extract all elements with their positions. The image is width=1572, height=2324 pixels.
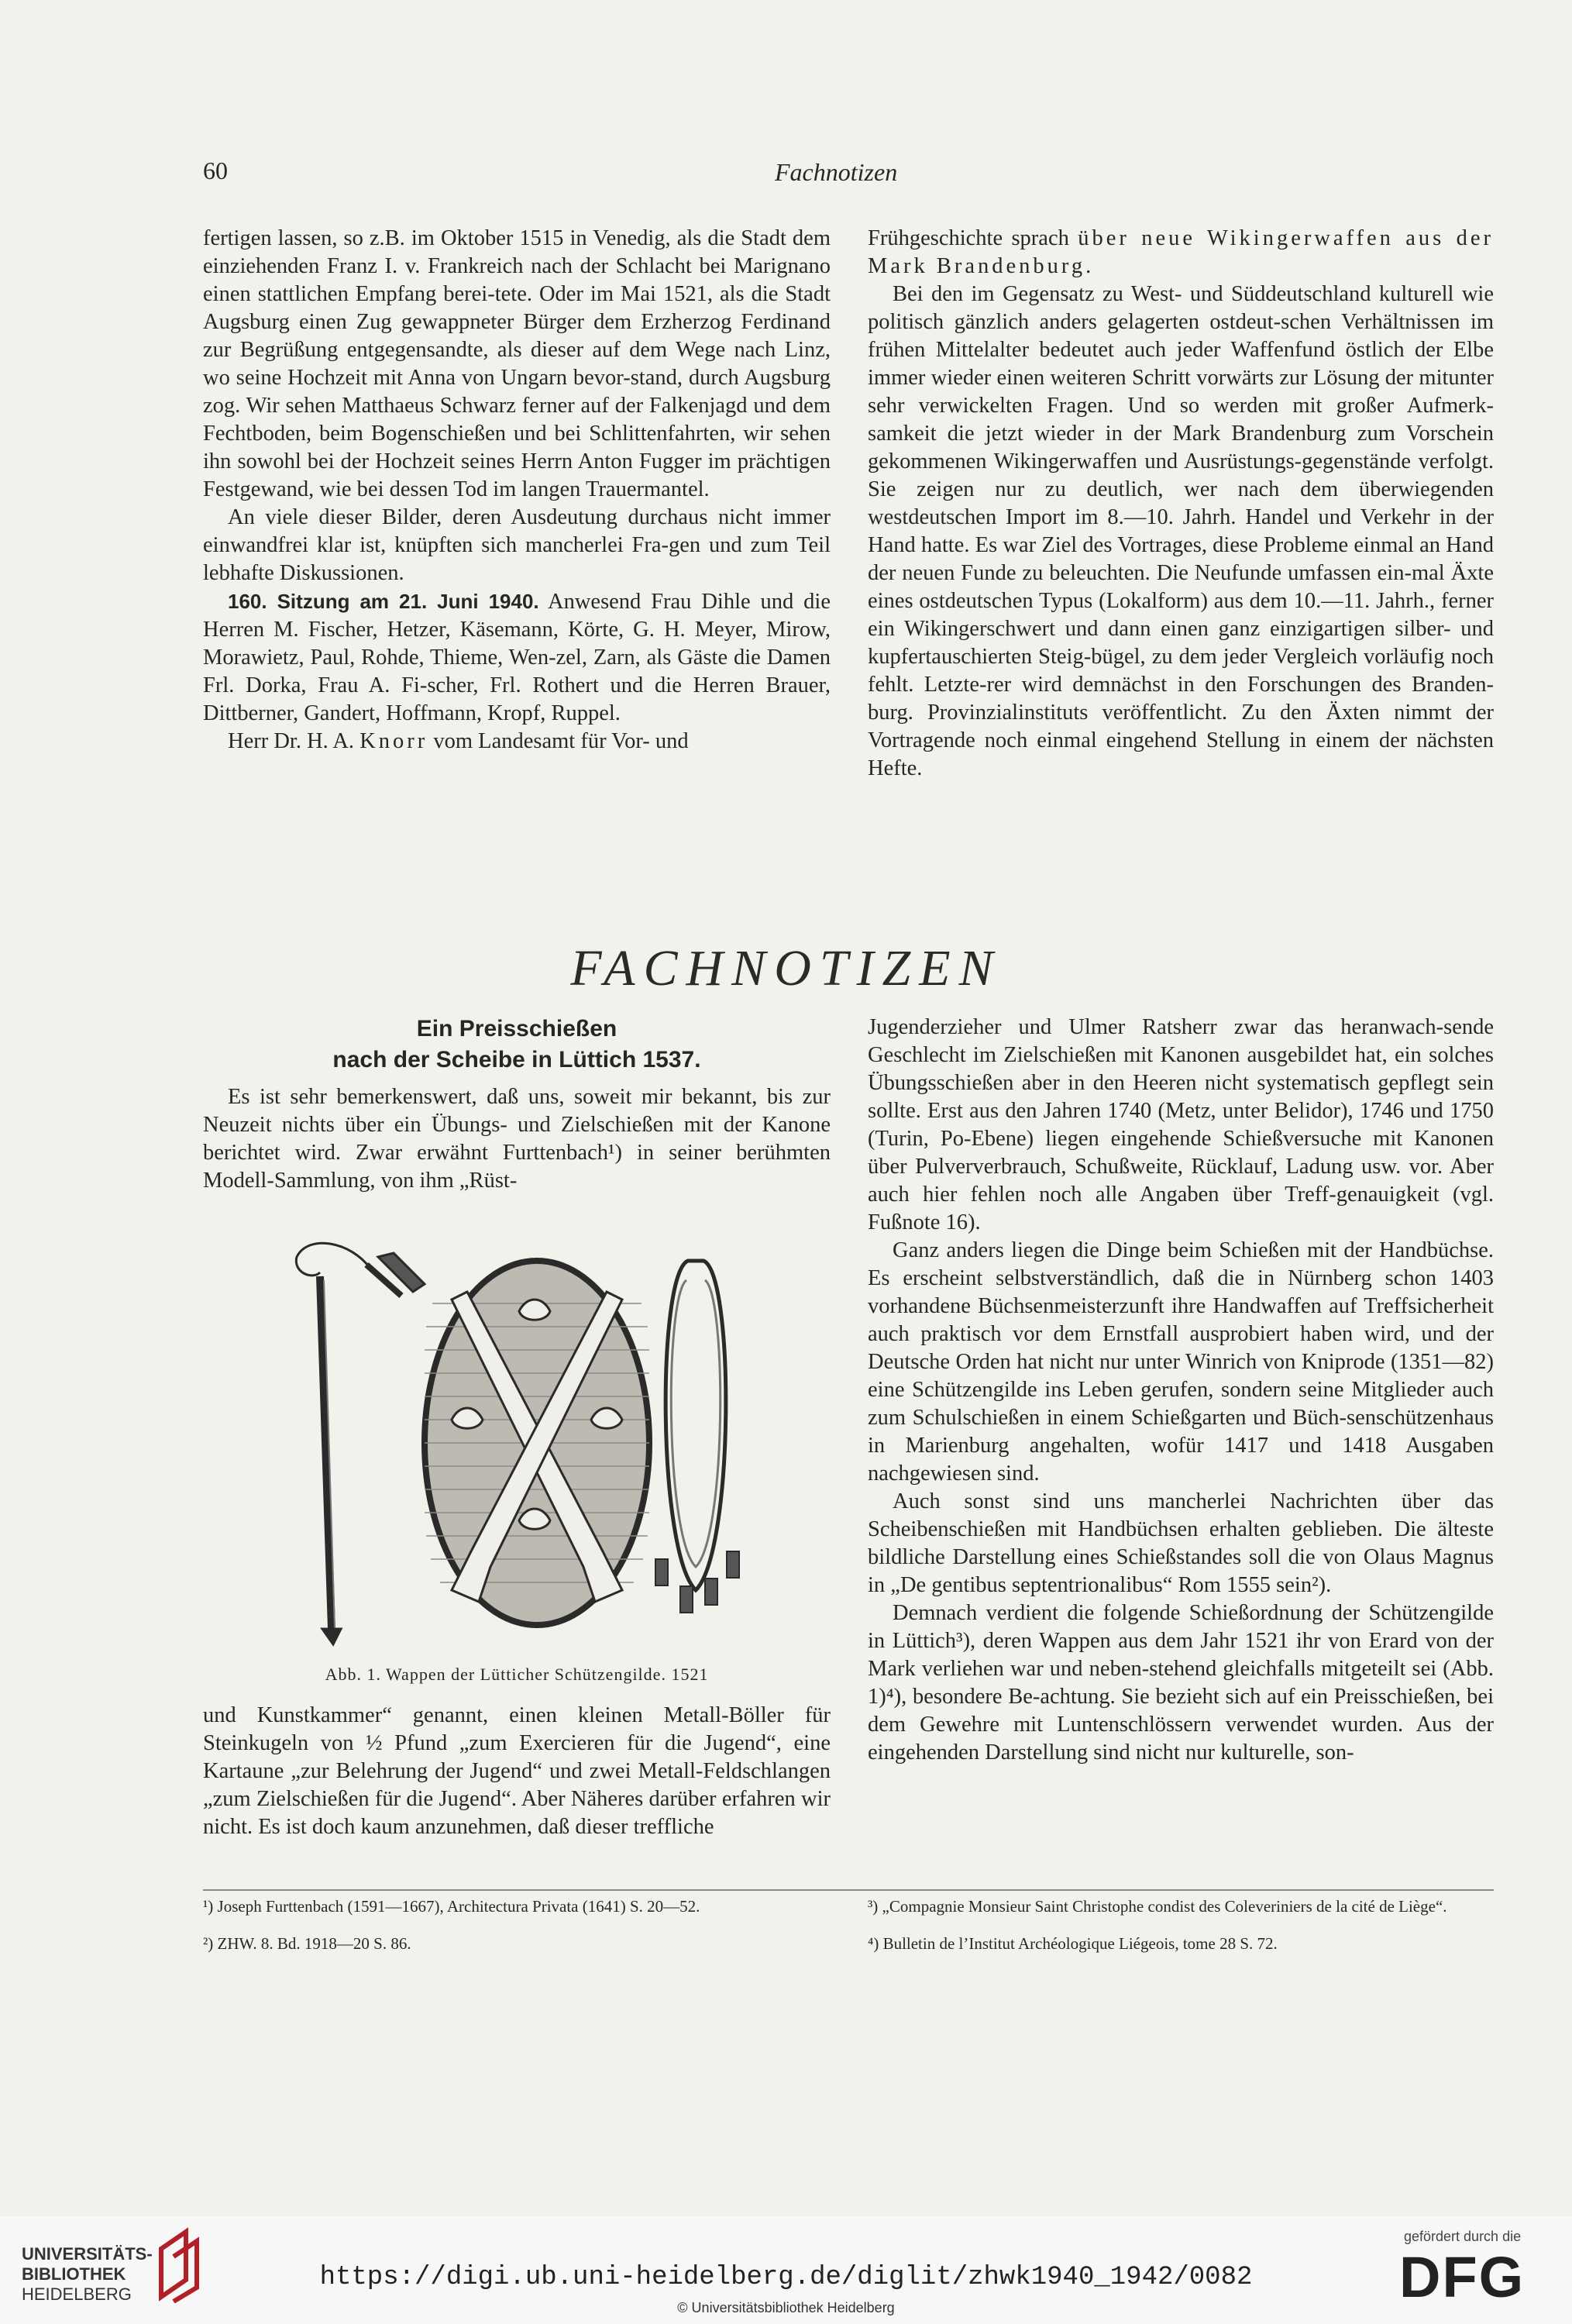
- paragraph: fertigen lassen, so z.B. im Oktober 1515 in Venedig, als die Stadt dem einziehenden Franz I. v. Frankreich nach der Schlacht bei Marignano einen stattlichen Empfang berei-tete. Oder im Mai 1521, als die Stadt Augsburg einen Zug gewappneter Bürger dem Erzherzog Ferdinand zur Begrüßung entgegensandte, als dieser auf dem Wege nach Linz, wo seine Hochzeit mit Anna von Ungarn bevor-stand, durch Augsburg zog. Wir sehen Matthaeus Schwarz ferner auf der Falkenjagd und dem Fechtboden, beim Bogenschießen und bei Schlittenfahrten, wir sehen ihn sowohl bei der Hochzeit seines Herrn Anton Fugger im prächtigen Festgewand, wie bei dessen Tod im langen Trauermantel.: [203, 226, 831, 501]
- lecture-title: über neue Wikingerwaffen aus der Mark Brandenburg.: [868, 226, 1495, 278]
- paragraph: Bei den im Gegensatz zu West- und Süddeutschland kulturell wie politisch gänzlich anders gelagerten ostdeut-schen Verhältnissen im frühen Mittelalter bedeutet auch jeder Waffenfund östlich der Elbe immer wieder einen weiteren Schritt vorwärts zur Lösung der mitunter sehr verwickelten Fragen. Und so werden mit großer Aufmerk-samkeit die jetzt wieder in der Mark Brandenburg zum Vorschein gekommenen Wikingerwaffen und Ausrüstungs-gegenstände verfolgt. Sie zeigen nur zu deutlich, wer nach dem überwiegenden westdeutschen Import im 8.—10. Jahrh. Handel und Verkehr in der Hand hatte. Es war Ziel des Vortrages, diese Probleme einmal an Hand der neuen Funde zu beleuchten. Die Neufunde umfassen ein-mal Äxte eines ostdeutschen Typus (Lokalform) aus dem 10.—11. Jahrh., ferner ein Wikingerschwert und dann einen ganz einzigartigen silber- und kupfertauschierten Steig-bügel, zu dem jeder Vergleich vorläufig noch fehlt. Letzte-rer wird demnächst in den Forschungen des Branden-burg. Provinzialinstituts veröffentlicht. Zu den Äxten nimmt der Vortragende noch einmal eingehend Stellung in einem der nächsten Hefte.: [868, 282, 1494, 780]
- article-left-column-bottom: [203, 1702, 831, 1841]
- funding-label: gefördert durch die: [1404, 2229, 1522, 2244]
- article-right-column: [868, 1014, 1494, 1767]
- article-left-column-top: [203, 1014, 831, 1195]
- footnote-4: ⁴) Bulletin de l’Institut Archéologique Liégeois, tome 28 S. 72.: [868, 1934, 1278, 1953]
- paragraph: Demnach verdient die folgende Schießordnung der Schützengilde in Lüttich³), deren Wappen aus dem Jahr 1521 ihr von Erard von der Mark verliehen war und neben-stehend gleichfalls mitgeteilt sei (Abb. 1)⁴), besondere Be-achtung. Sie bezieht sich auf ein Preisschießen, bei dem Gewehre mit Luntenschlössern verwendet wurden. Aus der eingehenden Darstellung sind nicht nur kulturelle, son-: [868, 1601, 1494, 1765]
- library-name-line: BIBLIOTHEK: [22, 2264, 126, 2284]
- paragraph: Ganz anders liegen die Dinge beim Schießen mit der Handbüchse. Es erscheint selbstverständlich, daß die in Nürnberg schon 1403 vorhandene Büchsenmeisterzunft ihre Handwaffen auf Treffsicherheit auch praktisch vor dem Ernstfall ausprobiert haben wird, und der Deutsche Orden hat nicht nur unter Winrich von Kniprode (1351—82) eine Schützengilde ins Leben gerufen, sondern seine Mitglieder auch zum Schulschießen in einem Schießgarten und Büch-senschützenhaus in Marienburg angehalten, wofür 1417 und 1418 Ausgaben nachgewiesen sind.: [868, 1238, 1494, 1486]
- paragraph: [203, 728, 831, 756]
- figure-caption: Abb. 1. Wappen der Lütticher Schützengilde. 1521: [325, 1665, 709, 1684]
- paragraph: [868, 225, 1494, 281]
- dfg-logo[interactable]: DFG: [1399, 2245, 1526, 2309]
- paragraph: und Kunstkammer“ genannt, einen kleinen Metall-Böller für Steinkugeln von ½ Pfund „zum Exercieren für die Jugend“, eine Kartaune „zur Belehrung der Jugend“ und zwei Metall-Feldschlangen „zum Zielschießen für die Jugend“. Aber Näheres darüber erfahren wir nicht. Es ist doch kaum anzunehmen, daß dieser treffliche: [203, 1703, 831, 1839]
- article-title-line: nach der Scheibe in Lüttich 1537.: [332, 1047, 701, 1072]
- top-right-column: [868, 225, 1494, 783]
- text-run: vom Landesamt für Vor- und: [433, 729, 689, 753]
- session-paragraph: [203, 587, 831, 728]
- footnote-1: ¹) Joseph Furttenbach (1591—1667), Architectura Privata (1641) S. 20—52.: [203, 1897, 700, 1916]
- permalink-url[interactable]: https://digi.ub.uni-heidelberg.de/diglit/zhwk1940_1942/0082: [319, 2263, 1253, 2292]
- paragraph: Es ist sehr bemerkenswert, daß uns, soweit mir bekannt, bis zur Neuzeit nichts über ein Übungs- und Zielschießen mit der Kanone berichtet wird. Zwar erwähnt Furttenbach¹) in seiner berühmten Modell-Sammlung, von ihm „Rüst-: [203, 1085, 831, 1193]
- footnote-2: ²) ZHW. 8. Bd. 1918—20 S. 86.: [203, 1934, 411, 1953]
- article-title: [203, 1014, 831, 1076]
- section-title: FACHNOTIZEN: [570, 940, 1002, 997]
- session-heading: 160. Sitzung am 21. Juni 1940.: [228, 590, 539, 613]
- copyright-notice: © Universitätsbibliothek Heidelberg: [677, 2300, 895, 2315]
- paragraph: Auch sonst sind uns mancherlei Nachrichten über das Scheibenschießen mit Handbüchsen erhalten geblieben. Die älteste bildliche Darstellung eines Schießstandes soll die von Olaus Magnus in „De gentibus septentrionalibus“ Rom 1555 sein²).: [868, 1489, 1494, 1597]
- paragraph: Jugenderzieher und Ulmer Ratsherr zwar das heranwach-sende Geschlecht im Zielschießen mit Kanonen ausgebildet hat, ein solches Übungsschießen aber in den Heeren nicht systematisch gepflegt sein sollte. Erst aus den Jahren 1740 (Metz, unter Belidor), 1746 und 1750 (Turin, Po-Ebene) liegen eingehende Schießversuche mit Kanonen über Pulververbrauch, Schußweite, Rücklauf, Ladung usw. vor. Aber auch hier fehlen noch alle Angaben über Treff-genauigkeit (vgl. Fußnote 16).: [868, 1015, 1494, 1234]
- text-run: Frühgeschichte sprach: [868, 226, 1069, 250]
- speaker-name: Knorr: [359, 729, 428, 753]
- coat-of-arms-figure: [277, 1226, 820, 1652]
- footnote-3: ³) „Compagnie Monsieur Saint Christophe condist des Coleveriniers de la cité de Liège“.: [868, 1897, 1447, 1916]
- text-run: Herr Dr. H. A.: [228, 729, 355, 753]
- library-name-line: UNIVERSITÄTS-: [22, 2244, 153, 2264]
- paragraph: An viele dieser Bilder, deren Ausdeutung durchaus nicht immer einwandfrei klar ist, knüpften sich mancherlei Fra-gen und zum Teil lebhafte Diskussionen.: [203, 505, 831, 585]
- footnote-divider: [203, 1889, 1494, 1891]
- top-left-column: [203, 225, 831, 756]
- library-name-line: HEIDELBERG: [22, 2284, 132, 2304]
- page-number: 60: [203, 157, 228, 184]
- running-head: Fachnotizen: [775, 158, 898, 186]
- article-title-line: Ein Preisschießen: [416, 1016, 617, 1041]
- session-text: Anwesend Frau Dihle und die Herren M. Fischer, Hetzer, Käsemann, Körte, G. H. Meyer, Mirow, Morawietz, Paul, Rohde, Thieme, Wen-zel, Zarn, als Gäste die Damen Frl. Dorka, Frau A. Fi-scher, Frl. Rothert und die Herren Brauer, Dittberner, Gandert, Hoffmann, Kropf, Ruppel.: [203, 590, 831, 725]
